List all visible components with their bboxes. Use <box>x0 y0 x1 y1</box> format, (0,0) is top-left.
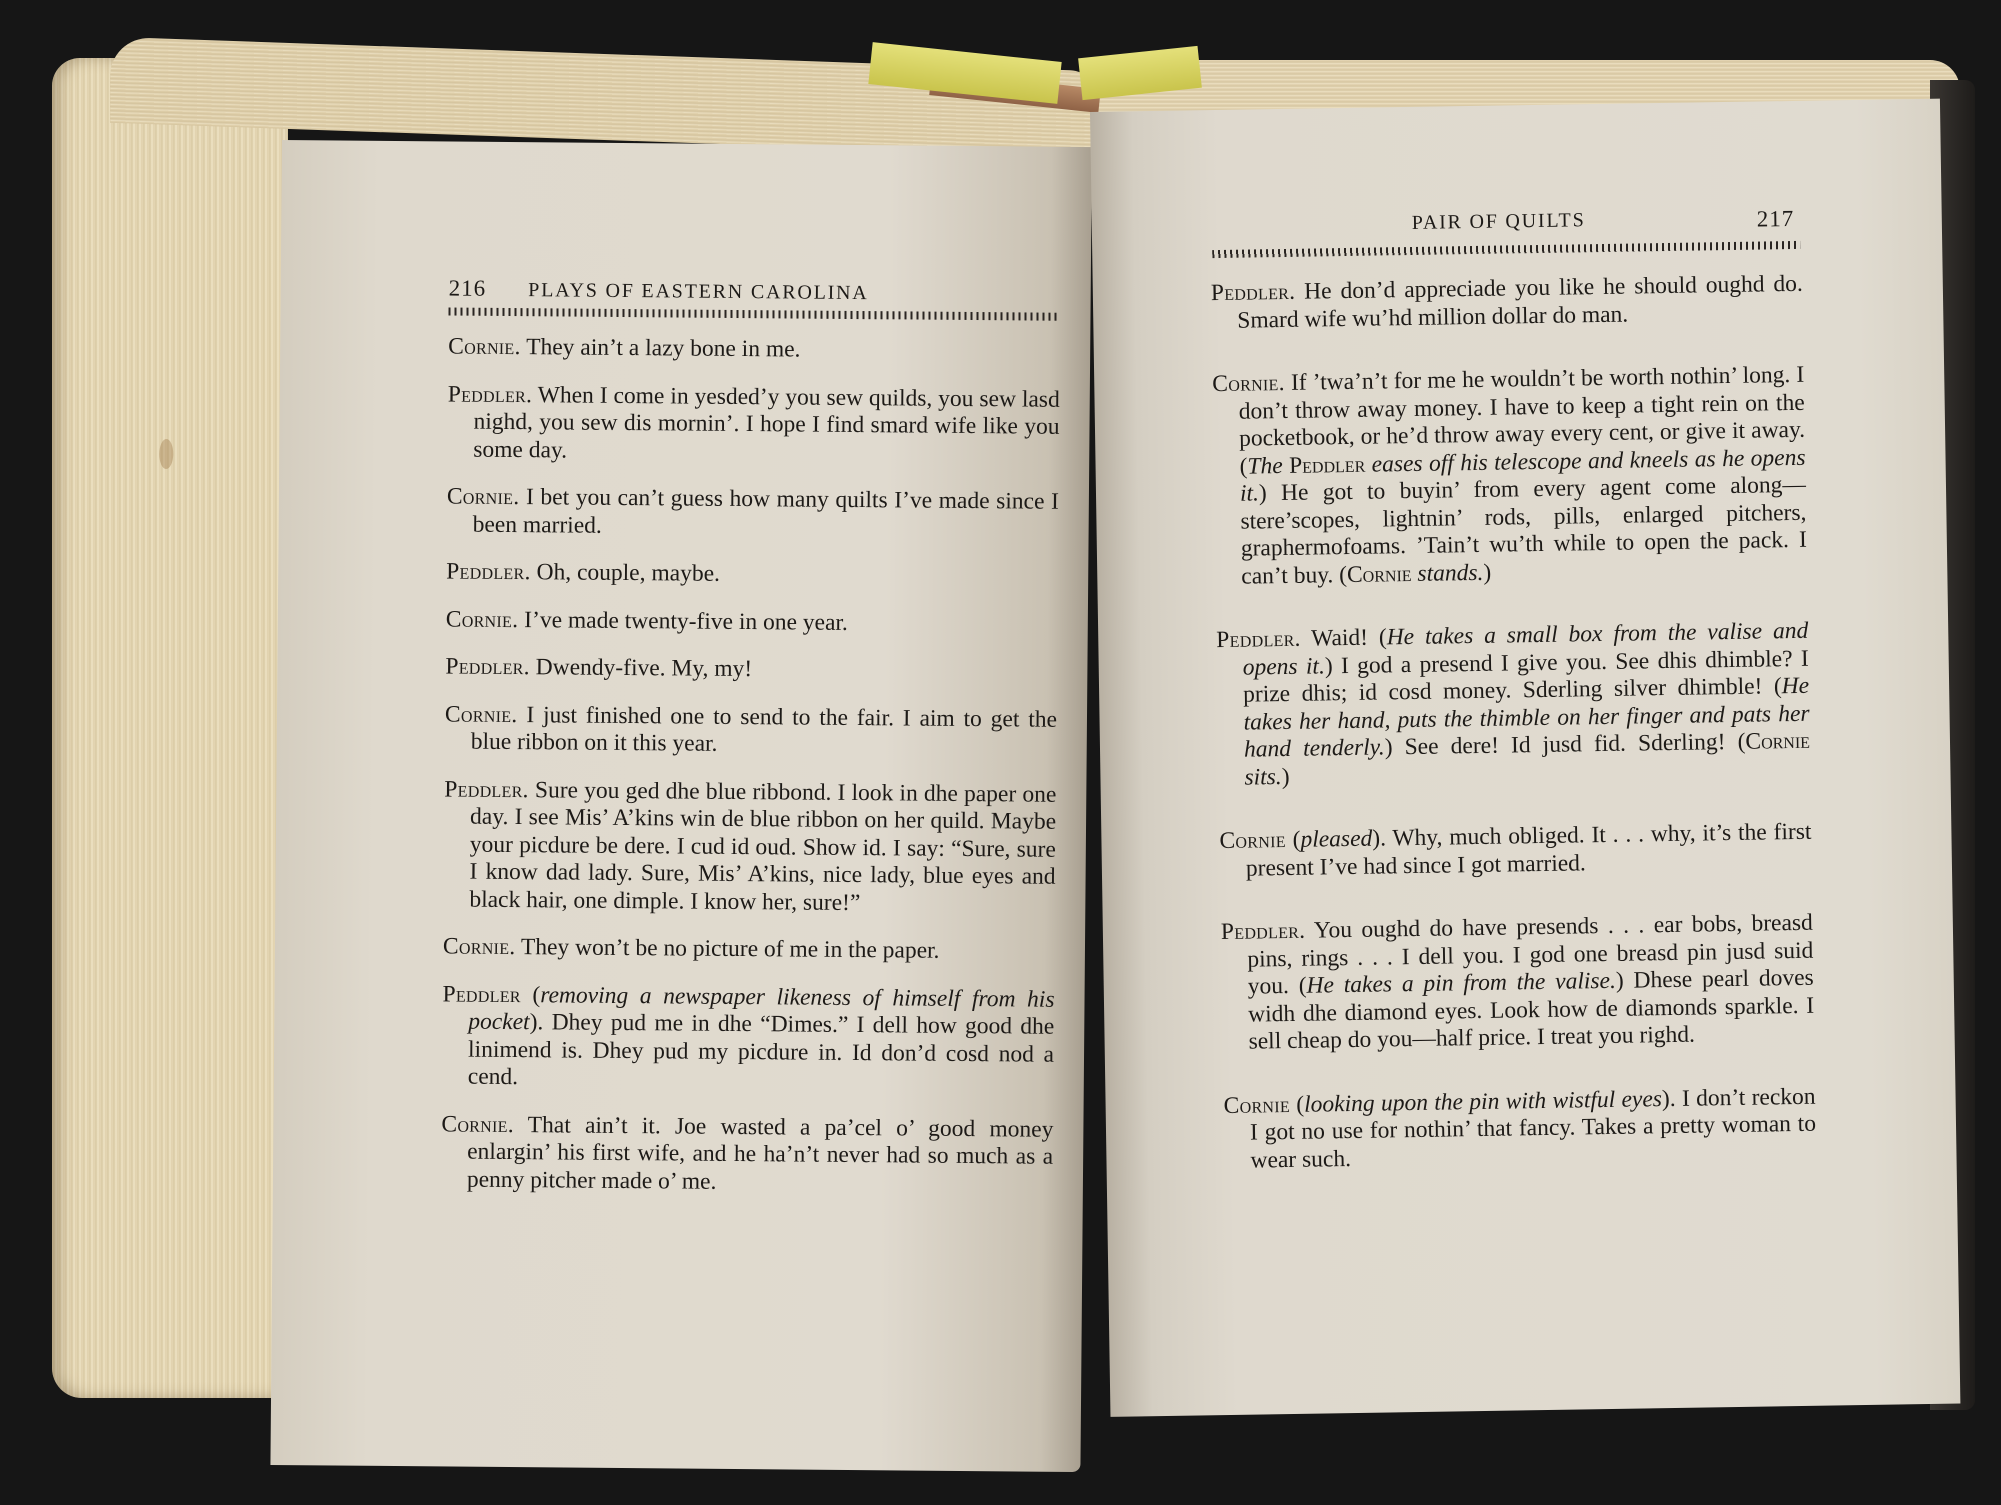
stage-direction: pleased <box>1300 825 1373 853</box>
speech <box>1212 362 1807 591</box>
stage-direction: He takes a pin from the valise. <box>1306 967 1617 999</box>
speech-text: ) Dhese pearl doves widh dhe diamond eyes. Look how de diamonds sparkle. I sell cheap do you—half price. I treat you righd. <box>1247 964 1815 1055</box>
speech-text: . Dhey pud me in dhe “Dimes.” I dell how good dhe linimend is. Dhey pud my picdure in. Id don’d cosd nod a cend. <box>467 1009 1055 1091</box>
page-edges <box>52 58 288 1398</box>
speaker: Peddler. <box>447 380 533 408</box>
speech <box>1211 271 1804 335</box>
right-header-title: PAIR OF QUILTS <box>1411 209 1586 234</box>
speech-text: You oughd do have presends . . . ear bobs, breasd pins, rings . . . I dell you. I god one breasd pin jusd suid you. ( <box>1247 909 1814 1000</box>
speech <box>445 701 1057 761</box>
character-name: Cornie <box>1745 727 1811 755</box>
right-page-number: 217 <box>1756 205 1795 232</box>
speaker: Peddler. <box>1210 278 1296 307</box>
speech-text: ( <box>1289 1091 1305 1118</box>
speaker: Cornie. <box>444 700 518 728</box>
speech <box>1219 819 1812 883</box>
stage-direction: looking upon the pin with wistful eyes <box>1303 1085 1663 1118</box>
stage-direction: He takes a small box from the valise and opens it. <box>1242 617 1809 681</box>
speech-text: That ain’t it. Joe wasted a pa’cel o’ good money enlargin’ his first wife, and he ha’n’t never had so much as a penny pitcher made o’ me. <box>466 1111 1054 1195</box>
speaker: Cornie. <box>442 933 516 961</box>
speech-text: ). I don’t reckon I got no use for nothin’ that fancy. Takes a pretty woman to wear such. <box>1249 1083 1817 1174</box>
speech-text: He don’d appreciade you like he should oughd do. Smard wife wu’hd million dollar do man. <box>1237 270 1803 334</box>
speaker: Cornie <box>1223 1091 1291 1119</box>
speech: Peddler (removing a newspaper likeness of himself from his pocket). Dhey pud me in dhe “Dimes.” I dell how good dhe linimend is. Dhey pud my picdure in. Id don’d cosd nod a cend. <box>442 980 1055 1091</box>
speech-text: They ain’t a lazy bone in me. <box>520 334 801 363</box>
speech-text: Oh, couple, maybe. <box>530 559 721 587</box>
speaker: Peddler. <box>444 775 529 803</box>
stage-direction: removing a newspaper likeness of himself from his pocket <box>468 981 1055 1036</box>
speech <box>441 1111 1054 1199</box>
speaker: Cornie. <box>445 605 519 633</box>
speech <box>443 933 1055 966</box>
speech-text: If ’twa’n’t for me he wouldn’t be worth nothin’ long. I don’t throw away money. I have to keep a tight rein on the pocketbook, or he’d throw away every cent, or give it away. ( <box>1238 361 1806 480</box>
speech <box>446 558 1058 591</box>
speech-text: ) <box>1483 559 1492 586</box>
stage-direction: eases off his telescope and kneels as he opens it. <box>1239 444 1806 507</box>
header-ornament <box>1212 241 1800 258</box>
left-page <box>270 140 1092 1472</box>
left-running-header <box>449 275 869 305</box>
speech-text: I just finished one to send to the fair. I aim to get the blue ribbon on it this year. <box>470 701 1058 757</box>
left-page-number: 216 <box>448 275 487 301</box>
speaker: Peddler. <box>445 653 530 681</box>
speaker: Peddler. <box>1220 917 1306 946</box>
speech-text: They won’t be no picture of me in the paper. <box>515 934 940 964</box>
speaker: Cornie. <box>446 483 520 511</box>
speech-text: Dwendy-five. My, my! <box>529 654 753 683</box>
speech-text: ) I god a presend I give you. See dhis dhimble? I prize dhis; id cosd money. Sderling silver dhimble! ( <box>1242 645 1809 708</box>
speaker: Peddler <box>442 980 521 1008</box>
speech-text: ). Why, much obliged. It . . . why, it’s the first present I’ve had since I got married. <box>1245 818 1812 882</box>
stage-direction: sits. <box>1244 763 1282 791</box>
speech <box>1221 910 1815 1057</box>
speech-text: ( <box>1285 826 1301 854</box>
speech <box>445 653 1057 686</box>
stage-direction: The <box>1247 452 1283 480</box>
right-running-header <box>1411 205 1795 235</box>
speaker: Peddler. <box>1216 625 1301 654</box>
speech <box>446 606 1058 639</box>
speaker: Cornie. <box>448 333 521 361</box>
speech-text: I’ve made twenty-five in one year. <box>518 606 849 636</box>
speech-text: Sure you ged dhe blue ribbond. I look in dhe paper one day. I see Mis’ A’kins win de blue ribbon on her quild. Maybe your picdure be dere. I cud id oud. Show id. I say: “Sure, sure I know dad lady. Sure, Mis’ A’kins, nice lady, blue eyes and black hair, one dimple. I know her, sure!” <box>469 776 1057 916</box>
header-ornament <box>448 307 1058 320</box>
speaker: Cornie. <box>1212 369 1286 398</box>
speech <box>448 333 1060 366</box>
speech <box>447 381 1060 469</box>
speech-text: ) He got to buyin’ from every agent come along—stere’scopes, lightnin’ rods, pills, enlarged pitchers, graphermofoams. ’Tain’t wu’th while to open the pack. I can’t buy. ( <box>1240 471 1808 590</box>
speech-text: ) <box>1281 763 1290 790</box>
speech <box>443 776 1056 919</box>
speech-text: ) See dere! Id jusd fid. Sderling! ( <box>1384 728 1746 761</box>
stage-direction: He takes her hand, puts the thimble on her finger and pats her hand tenderly. <box>1243 672 1810 763</box>
speech <box>447 483 1059 543</box>
speech <box>1216 618 1811 792</box>
character-name: Peddler <box>1288 451 1366 479</box>
left-header-title: PLAYS OF EASTERN CAROLINA <box>528 279 869 305</box>
speaker: Peddler. <box>446 558 531 586</box>
speech-text: I bet you can’t guess how many quilts I’ve made since I been married. <box>472 484 1059 539</box>
speech-text: When I come in yesded’y you sew quilds, you sew lasd nighd, you sew dis mornin’. I hope I find smard wife like you some day. <box>473 381 1060 463</box>
stage-direction: stands. <box>1417 559 1484 587</box>
character-name: Cornie <box>1346 560 1412 588</box>
right-page-text <box>1211 271 1818 1211</box>
left-page-text <box>441 333 1061 1218</box>
speech-text: Waid! ( <box>1300 624 1387 652</box>
speaker: Cornie. <box>441 1110 515 1138</box>
right-page <box>1090 99 1960 1417</box>
speech <box>1223 1083 1816 1175</box>
speaker: Cornie <box>1219 827 1287 855</box>
